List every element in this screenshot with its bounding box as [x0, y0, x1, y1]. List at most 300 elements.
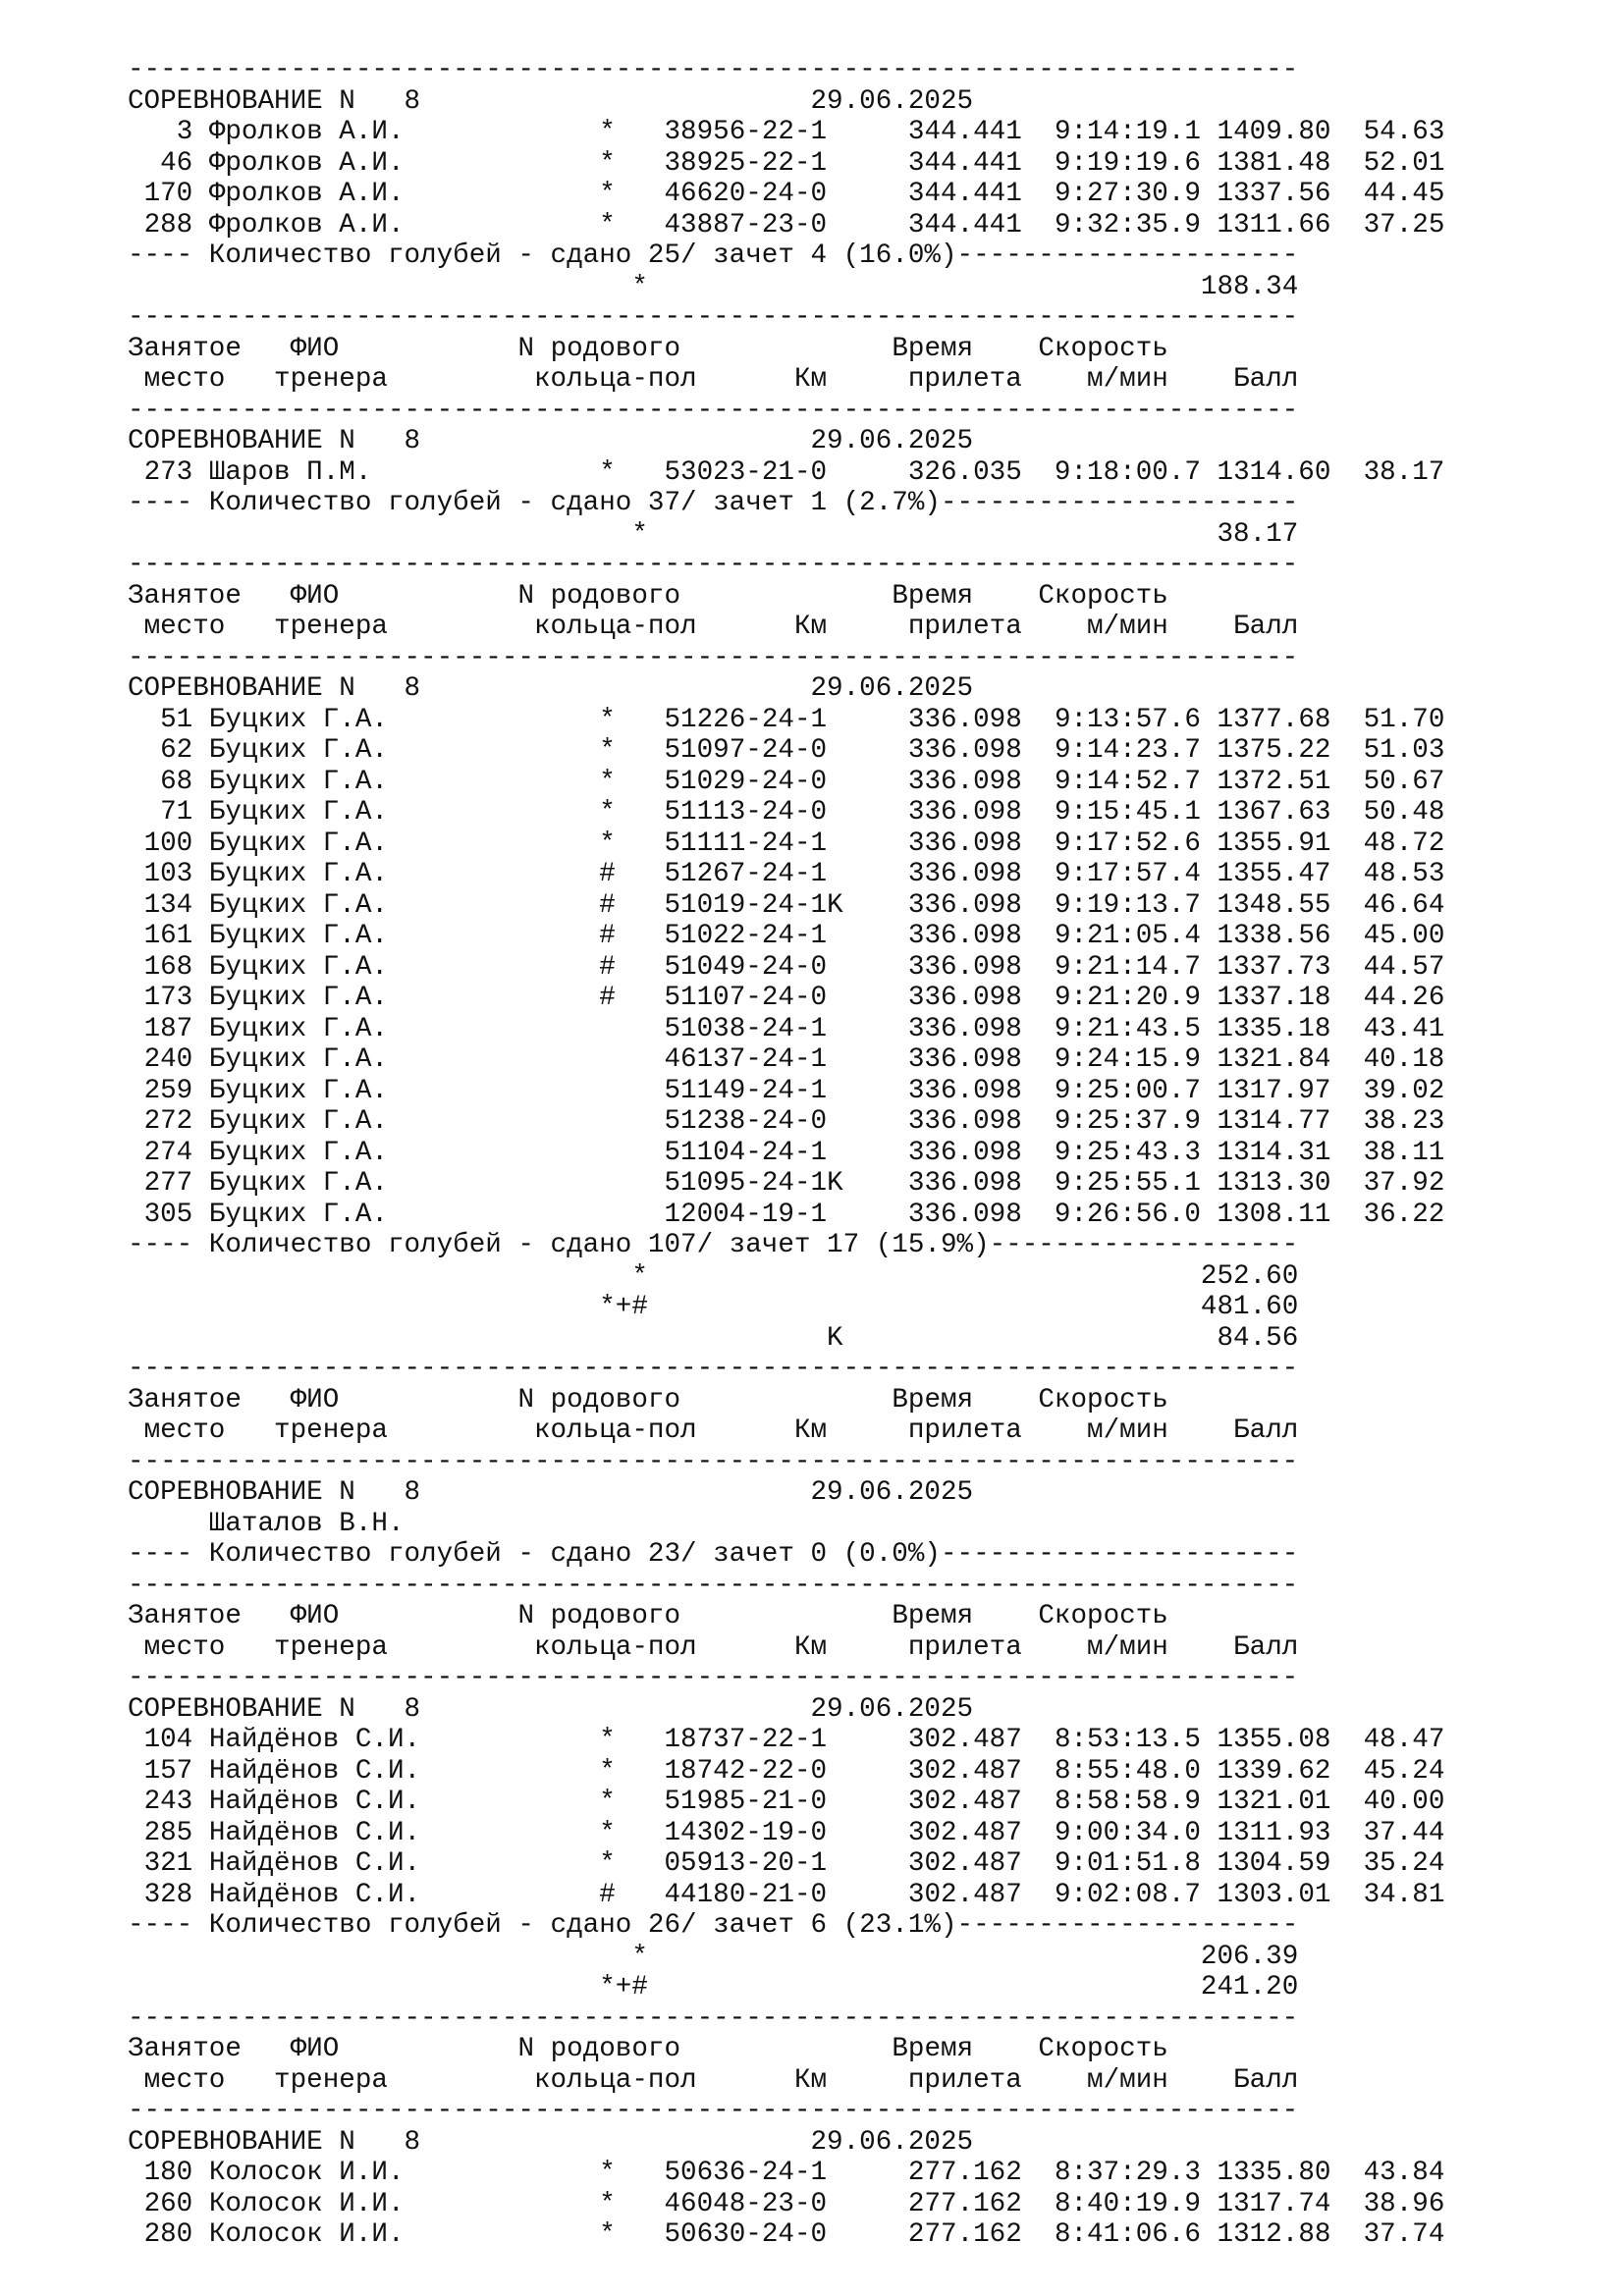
total-value: 241.20 — [1200, 1972, 1299, 2002]
header-speed: Скорость — [1038, 1601, 1168, 1631]
column-header-row — [128, 1385, 1444, 1416]
points: 36.22 — [1363, 1199, 1445, 1230]
fancier-name: Фролков А.И. — [208, 209, 405, 240]
arrival-time: 9:21:20.9 — [1054, 983, 1201, 1013]
fancier-name: Буцких Г.А. — [208, 1199, 388, 1230]
points: 43.41 — [1363, 1013, 1445, 1044]
header-name: ФИО — [290, 580, 340, 612]
ring-number: 51019-24-1K — [664, 889, 843, 921]
arrival-time: 9:25:37.9 — [1054, 1106, 1201, 1137]
competition-title: СОРЕВНОВАНИЕ N 8 — [128, 1477, 421, 1508]
points: 38.11 — [1363, 1137, 1445, 1168]
ring-number: 50636-24-1 — [664, 2158, 828, 2188]
category-mark: * — [599, 828, 616, 859]
header-place: Занятое — [128, 333, 242, 364]
place: 277 — [143, 1168, 193, 1199]
total-row — [128, 1942, 1444, 1973]
header-place-2: место — [143, 364, 226, 395]
fancier-name: Найдёнов С.И. — [208, 1848, 421, 1879]
ring-number: 51113-24-0 — [664, 797, 828, 828]
arrival-time: 9:19:13.7 — [1054, 889, 1201, 921]
header-time-2: прилета — [907, 1415, 1022, 1446]
ring-number: 51095-24-1K — [664, 1168, 843, 1199]
result-row — [128, 117, 1444, 148]
speed: 1339.62 — [1217, 1755, 1331, 1787]
ring-number: 51107-24-0 — [664, 983, 828, 1013]
speed: 1335.80 — [1217, 2158, 1331, 2188]
header-place-2: место — [143, 2064, 226, 2096]
speed: 1303.01 — [1217, 1879, 1331, 1910]
category-mark: * — [599, 2188, 616, 2219]
place: 46 — [160, 147, 193, 179]
column-header-row — [128, 1415, 1444, 1447]
header-points: Балл — [1233, 1415, 1299, 1446]
distance-km: 336.098 — [907, 921, 1022, 951]
header-name: ФИО — [290, 1601, 340, 1631]
category-mark: # — [599, 1879, 616, 1910]
points: 48.53 — [1363, 859, 1445, 889]
distance-km: 336.098 — [907, 1168, 1022, 1199]
arrival-time: 9:26:56.0 — [1054, 1199, 1201, 1230]
place: 274 — [143, 1137, 193, 1168]
header-ring: N родового — [517, 333, 681, 364]
ring-number: 51226-24-1 — [664, 704, 828, 735]
header-ring-2: кольца-пол — [534, 1631, 697, 1663]
speed: 1375.22 — [1217, 735, 1331, 766]
ring-number: 50630-24-0 — [664, 2219, 828, 2250]
result-row — [128, 828, 1444, 860]
distance-km: 336.098 — [907, 1013, 1022, 1044]
category-mark: * — [599, 1848, 616, 1879]
total-label: *+# — [599, 1292, 648, 1322]
header-ring: N родового — [517, 580, 681, 612]
distance-km: 302.487 — [907, 1817, 1022, 1848]
arrival-time: 9:24:15.9 — [1054, 1044, 1201, 1075]
column-header-row — [128, 2065, 1444, 2097]
separator-line: ------------------------------------------------------------------------ — [128, 1354, 1299, 1384]
header-time: Время — [892, 2034, 974, 2064]
arrival-time: 9:32:35.9 — [1054, 209, 1201, 240]
header-points: Балл — [1233, 612, 1299, 642]
category-mark: * — [599, 1755, 616, 1787]
ring-number: 46137-24-1 — [664, 1044, 828, 1075]
header-name-2: тренера — [274, 2064, 388, 2096]
distance-km: 336.098 — [907, 766, 1022, 797]
total-value: 188.34 — [1200, 271, 1299, 302]
total-label: *+# — [599, 1972, 648, 2002]
header-time: Время — [892, 1384, 974, 1415]
fancier-name: Буцких Г.А. — [208, 766, 388, 797]
points: 50.67 — [1363, 766, 1445, 797]
arrival-time: 9:14:23.7 — [1054, 735, 1201, 766]
competition-date: 29.06.2025 — [810, 673, 974, 704]
ring-number: 18737-22-1 — [664, 1725, 828, 1755]
competition-date: 29.06.2025 — [810, 1693, 974, 1725]
ring-number: 51238-24-0 — [664, 1106, 828, 1137]
category-mark: * — [599, 735, 616, 766]
ring-number: 38925-22-1 — [664, 147, 828, 179]
fancier-name: Буцких Г.А. — [208, 889, 388, 921]
result-row — [128, 2158, 1444, 2189]
total-label: K — [827, 1322, 843, 1354]
points: 51.03 — [1363, 735, 1445, 766]
results-report — [128, 55, 1444, 2251]
fancier-name: Найдёнов С.И. — [208, 1817, 421, 1848]
points: 54.63 — [1363, 117, 1445, 147]
fancier-name: Буцких Г.А. — [208, 1168, 388, 1199]
points: 37.25 — [1363, 209, 1445, 240]
header-points: Балл — [1233, 2064, 1299, 2096]
place: 259 — [143, 1075, 193, 1106]
result-row — [128, 767, 1444, 798]
place: 3 — [176, 117, 193, 147]
speed: 1372.51 — [1217, 766, 1331, 797]
speed: 1317.74 — [1217, 2188, 1331, 2219]
header-points: Балл — [1233, 364, 1299, 395]
ring-number: 51985-21-0 — [664, 1787, 828, 1817]
distance-km: 344.441 — [907, 209, 1022, 240]
summary-row: ---- Количество голубей - сдано 37/ зачет 1 (2.7%)---------------------- — [128, 488, 1299, 518]
total-label: * — [631, 518, 648, 550]
speed: 1338.56 — [1217, 921, 1331, 951]
fancier-name: Буцких Г.А. — [208, 1013, 388, 1044]
result-row — [128, 983, 1444, 1014]
header-place: Занятое — [128, 1601, 242, 1631]
points: 39.02 — [1363, 1075, 1445, 1106]
total-value: 84.56 — [1217, 1322, 1299, 1354]
result-row — [128, 1044, 1444, 1076]
distance-km: 326.035 — [907, 456, 1022, 488]
category-mark: # — [599, 889, 616, 921]
result-row — [128, 859, 1444, 890]
ring-number: 51097-24-0 — [664, 735, 828, 766]
summary-text: ---- Количество голубей - сдано 107/ зачет 17 (15.9%) — [128, 1230, 990, 1260]
header-km: Км — [793, 612, 828, 642]
category-mark: * — [599, 797, 616, 828]
header-place: Занятое — [128, 1384, 242, 1415]
place: 104 — [143, 1725, 193, 1755]
header-place-2: место — [143, 1631, 226, 1663]
header-name: ФИО — [290, 1384, 340, 1415]
header-name: ФИО — [290, 2034, 340, 2064]
distance-km: 336.098 — [907, 889, 1022, 921]
competition-title: СОРЕВНОВАНИЕ N 8 — [128, 426, 421, 456]
competition-header — [128, 2127, 1444, 2159]
result-row — [128, 1848, 1444, 1880]
points: 37.74 — [1363, 2219, 1445, 2250]
speed: 1321.01 — [1217, 1787, 1331, 1817]
competition-header — [128, 426, 1444, 457]
fancier-name: Буцких Г.А. — [208, 1106, 388, 1137]
result-row — [128, 1014, 1444, 1045]
place: 51 — [160, 704, 193, 735]
competition-date: 29.06.2025 — [810, 1477, 974, 1508]
header-name: ФИО — [290, 333, 340, 364]
distance-km: 336.098 — [907, 828, 1022, 859]
header-name-2: тренера — [274, 364, 388, 395]
category-mark: # — [599, 921, 616, 951]
arrival-time: 8:55:48.0 — [1054, 1755, 1201, 1787]
place: 272 — [143, 1106, 193, 1137]
result-row — [128, 1168, 1444, 1200]
summary-text: ---- Количество голубей - сдано 25/ зачет 4 (16.0%) — [128, 240, 957, 271]
separator-line: ------------------------------------------------------------------------ — [128, 550, 1299, 580]
header-speed-2: м/мин — [1087, 612, 1168, 642]
ring-number: 51049-24-0 — [664, 951, 828, 983]
total-value: 481.60 — [1200, 1292, 1299, 1322]
category-mark: # — [599, 951, 616, 983]
fancier-name: Буцких Г.А. — [208, 735, 388, 766]
distance-km: 336.098 — [907, 1075, 1022, 1106]
separator-line: ------------------------------------------------------------------------ — [128, 1570, 1299, 1601]
ring-number: 43887-23-0 — [664, 209, 828, 240]
speed: 1314.60 — [1217, 456, 1331, 488]
ring-number: 12004-19-1 — [664, 1199, 828, 1230]
separator-line: ------------------------------------------------------------------------ — [128, 642, 1299, 673]
speed: 1409.80 — [1217, 117, 1331, 147]
competition-header — [128, 673, 1444, 705]
fancier-name: Фролков А.И. — [208, 117, 405, 147]
place: 100 — [143, 828, 193, 859]
fancier-name: Шаталов В.Н. — [208, 1508, 405, 1539]
summary-text: ---- Количество голубей - сдано 26/ зачет 6 (23.1%) — [128, 1910, 957, 1941]
separator-line: ------------------------------------------------------------------------ — [128, 2002, 1299, 2034]
distance-km: 336.098 — [907, 1044, 1022, 1075]
separator-line: ------------------------------------------------------------------------ — [128, 55, 1299, 85]
competition-date: 29.06.2025 — [810, 85, 974, 117]
header-speed: Скорость — [1038, 580, 1168, 612]
place: 68 — [160, 766, 193, 797]
ring-number: 05913-20-1 — [664, 1848, 828, 1879]
summary-text: ---- Количество голубей - сдано 37/ зачет 1 (2.7%) — [128, 488, 941, 518]
speed: 1314.77 — [1217, 1106, 1331, 1137]
total-label: * — [631, 1941, 648, 1972]
speed: 1381.48 — [1217, 147, 1331, 179]
result-row — [128, 1880, 1444, 1911]
distance-km: 336.098 — [907, 1106, 1022, 1137]
ring-number: 51022-24-1 — [664, 921, 828, 951]
category-mark: * — [599, 1725, 616, 1755]
arrival-time: 9:02:08.7 — [1054, 1879, 1201, 1910]
header-km: Км — [793, 364, 828, 395]
points: 38.96 — [1363, 2188, 1445, 2219]
total-row — [128, 1323, 1444, 1355]
arrival-time: 9:00:34.0 — [1054, 1817, 1201, 1848]
category-mark: * — [599, 209, 616, 240]
distance-km: 302.487 — [907, 1879, 1022, 1910]
summary-row: ---- Количество голубей - сдано 26/ зачет 6 (23.1%)--------------------- — [128, 1910, 1299, 1941]
header-time-2: прилета — [907, 612, 1022, 642]
total-label: * — [631, 271, 648, 302]
header-ring-2: кольца-пол — [534, 612, 697, 642]
arrival-time: 8:58:58.9 — [1054, 1787, 1201, 1817]
ring-number: 51267-24-1 — [664, 859, 828, 889]
column-header-row — [128, 1632, 1444, 1664]
arrival-time: 9:18:00.7 — [1054, 456, 1201, 488]
header-time-2: прилета — [907, 2064, 1022, 2096]
arrival-time: 9:25:55.1 — [1054, 1168, 1201, 1199]
header-ring-2: кольца-пол — [534, 364, 697, 395]
place: 103 — [143, 859, 193, 889]
speed: 1304.59 — [1217, 1848, 1331, 1879]
fancier-name: Найдёнов С.И. — [208, 1787, 421, 1817]
ring-number: 51104-24-1 — [664, 1137, 828, 1168]
header-time: Время — [892, 333, 974, 364]
arrival-time: 9:25:43.3 — [1054, 1137, 1201, 1168]
speed: 1355.47 — [1217, 859, 1331, 889]
fancier-name: Буцких Г.А. — [208, 1075, 388, 1106]
place: 273 — [143, 456, 193, 488]
separator-line: ------------------------------------------------------------------------ — [128, 302, 1299, 333]
ring-number: 38956-22-1 — [664, 117, 828, 147]
place: 157 — [143, 1755, 193, 1787]
arrival-time: 9:14:52.7 — [1054, 766, 1201, 797]
speed: 1337.56 — [1217, 179, 1331, 209]
header-speed-2: м/мин — [1087, 1415, 1168, 1446]
header-ring: N родового — [517, 1384, 681, 1415]
speed: 1355.08 — [1217, 1725, 1331, 1755]
category-mark: # — [599, 859, 616, 889]
points: 37.92 — [1363, 1168, 1445, 1199]
header-ring: N родового — [517, 1601, 681, 1631]
points: 44.26 — [1363, 983, 1445, 1013]
result-row — [128, 1106, 1444, 1138]
points: 44.45 — [1363, 179, 1445, 209]
result-row — [128, 890, 1444, 922]
points: 37.44 — [1363, 1817, 1445, 1848]
competition-title: СОРЕВНОВАНИЕ N 8 — [128, 85, 421, 117]
summary-text: ---- Количество голубей - сдано 23/ зачет 0 (0.0%) — [128, 1539, 941, 1570]
total-value: 206.39 — [1200, 1941, 1299, 1972]
category-mark: * — [599, 2219, 616, 2250]
competition-date: 29.06.2025 — [810, 2126, 974, 2158]
distance-km: 336.098 — [907, 1199, 1022, 1230]
points: 43.84 — [1363, 2158, 1445, 2188]
speed: 1367.63 — [1217, 797, 1331, 828]
header-name-2: тренера — [274, 612, 388, 642]
speed: 1377.68 — [1217, 704, 1331, 735]
column-header-row — [128, 1601, 1444, 1632]
points: 38.17 — [1363, 456, 1445, 488]
distance-km: 336.098 — [907, 735, 1022, 766]
ring-number: 51038-24-1 — [664, 1013, 828, 1044]
arrival-time: 9:17:52.6 — [1054, 828, 1201, 859]
total-value: 252.60 — [1200, 1260, 1299, 1292]
result-row — [128, 1787, 1444, 1818]
category-mark: * — [599, 1787, 616, 1817]
ring-number: 44180-21-0 — [664, 1879, 828, 1910]
distance-km: 336.098 — [907, 797, 1022, 828]
fancier-name: Буцких Г.А. — [208, 828, 388, 859]
column-header-row — [128, 334, 1444, 365]
fancier-name: Найдёнов С.И. — [208, 1725, 421, 1755]
header-km: Км — [793, 1415, 828, 1446]
header-place: Занятое — [128, 580, 242, 612]
competition-header — [128, 86, 1444, 118]
header-speed-2: м/мин — [1087, 1631, 1168, 1663]
total-row — [128, 1972, 1444, 2003]
header-name-2: тренера — [274, 1631, 388, 1663]
competition-title: СОРЕВНОВАНИЕ N 8 — [128, 673, 421, 704]
speed: 1311.66 — [1217, 209, 1331, 240]
place: 168 — [143, 951, 193, 983]
place: 134 — [143, 889, 193, 921]
speed: 1335.18 — [1217, 1013, 1331, 1044]
category-mark: * — [599, 147, 616, 179]
fancier-name: Колосок И.И. — [208, 2219, 405, 2250]
arrival-time: 9:17:57.4 — [1054, 859, 1201, 889]
place: 288 — [143, 209, 193, 240]
speed: 1314.31 — [1217, 1137, 1331, 1168]
header-ring: N родового — [517, 2034, 681, 2064]
fancier-name: Фролков А.И. — [208, 179, 405, 209]
header-ring-2: кольца-пол — [534, 2064, 697, 2096]
total-row — [128, 1292, 1444, 1323]
distance-km: 302.487 — [907, 1848, 1022, 1879]
place: 161 — [143, 921, 193, 951]
place: 328 — [143, 1879, 193, 1910]
arrival-time: 9:27:30.9 — [1054, 179, 1201, 209]
category-mark: * — [599, 1817, 616, 1848]
fancier-name: Буцких Г.А. — [208, 983, 388, 1013]
points: 45.00 — [1363, 921, 1445, 951]
competition-title: СОРЕВНОВАНИЕ N 8 — [128, 1693, 421, 1725]
fancier-name: Буцких Г.А. — [208, 921, 388, 951]
arrival-time: 9:01:51.8 — [1054, 1848, 1201, 1879]
separator-line: ------------------------------------------------------------------------ — [128, 395, 1299, 426]
distance-km: 344.441 — [907, 179, 1022, 209]
speed: 1337.73 — [1217, 951, 1331, 983]
arrival-time: 9:25:00.7 — [1054, 1075, 1201, 1106]
distance-km: 344.441 — [907, 147, 1022, 179]
place: 62 — [160, 735, 193, 766]
ring-number: 14302-19-0 — [664, 1817, 828, 1848]
header-place-2: место — [143, 612, 226, 642]
place: 240 — [143, 1044, 193, 1075]
fancier-name: Буцких Г.А. — [208, 797, 388, 828]
place: 243 — [143, 1787, 193, 1817]
place: 71 — [160, 797, 193, 828]
place: 285 — [143, 1817, 193, 1848]
ring-number: 46048-23-0 — [664, 2188, 828, 2219]
category-mark: * — [599, 179, 616, 209]
ring-number: 51029-24-0 — [664, 766, 828, 797]
ring-number: 51149-24-1 — [664, 1075, 828, 1106]
distance-km: 336.098 — [907, 951, 1022, 983]
points: 48.47 — [1363, 1725, 1445, 1755]
place: 305 — [143, 1199, 193, 1230]
distance-km: 302.487 — [907, 1755, 1022, 1787]
column-header-row — [128, 612, 1444, 643]
total-row — [128, 519, 1444, 551]
fancier-name: Шаров П.М. — [208, 456, 372, 488]
header-name-2: тренера — [274, 1415, 388, 1446]
fancier-name: Найдёнов С.И. — [208, 1755, 421, 1787]
distance-km: 277.162 — [907, 2219, 1022, 2250]
column-header-row — [128, 364, 1444, 396]
header-km: Км — [793, 1631, 828, 1663]
fancier-name: Колосок И.И. — [208, 2158, 405, 2188]
fancier-row — [128, 1509, 1444, 1540]
category-mark: * — [599, 2158, 616, 2188]
arrival-time: 9:13:57.6 — [1054, 704, 1201, 735]
points: 44.57 — [1363, 951, 1445, 983]
competition-header — [128, 1694, 1444, 1726]
points: 48.72 — [1363, 828, 1445, 859]
summary-row: ---- Количество голубей - сдано 23/ зачет 0 (0.0%)---------------------- — [128, 1539, 1299, 1570]
result-row — [128, 705, 1444, 736]
distance-km: 277.162 — [907, 2188, 1022, 2219]
